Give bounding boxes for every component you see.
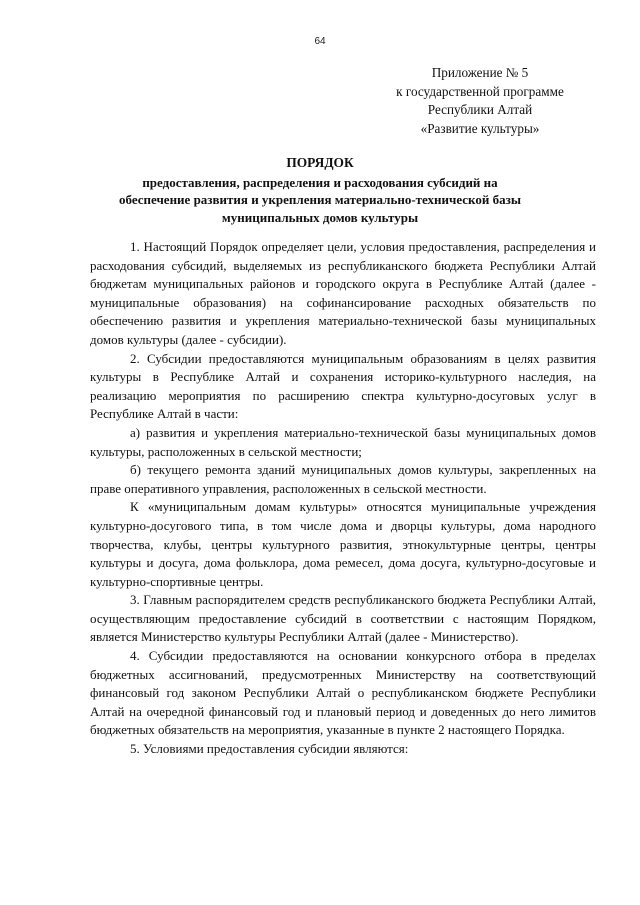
appendix-program-name: «Развитие культуры»: [420, 120, 540, 136]
title-line-2: обеспечение развития и укрепления материально-технической базы: [119, 192, 521, 207]
paragraph-2b: б) текущего ремонта зданий муниципальных домов культуры, закрепленных на праве оперативного управления, расположенных в сельской местности.: [90, 462, 596, 496]
appendix-number: Приложение № 5: [431, 65, 529, 80]
paragraph-definition: К «муниципальным домам культуры» относятся муниципальные учреждения культурно-досугового типа, в том числе дома и дворцы культуры, дома народного творчества, клубы, центры культурного развития, этнокультурные центры, центры культуры и досуга, дома фольклора, дома ремесел, дома досуга, культурно-досуговые и культурно-спортивные центры.: [90, 499, 596, 589]
title-line-1: предоставления, распределения и расходования субсидий на: [142, 174, 498, 190]
document-body: [90, 238, 596, 759]
title-subtitle: [90, 174, 550, 227]
paragraph-3: 3. Главным распорядителем средств республиканского бюджета Республики Алтай, осуществляющим предоставление субсидий в соответствии с настоящим Порядком, является Министерство культуры Республики Алтай (далее - Министерство).: [90, 592, 596, 645]
paragraph-2: 2. Субсидии предоставляются муниципальным образованиям в целях развития культуры в Республике Алтай и сохранения историко-культурного наследия, на реализацию мероприятия по расширению спектра культурно-досуговых услуг в Республике Алтай в части:: [90, 350, 596, 422]
title-line-3: муниципальных домов культуры: [221, 209, 419, 225]
title-main: ПОРЯДОК: [286, 155, 354, 170]
document-title: [90, 154, 550, 226]
paragraph-5: 5. Условиями предоставления субсидии являются:: [130, 741, 409, 757]
paragraph-2a: а) развития и укрепления материально-технической базы муниципальных домов культуры, расположенных в сельской местности;: [90, 424, 596, 459]
paragraph-4: 4. Субсидии предоставляются на основании конкурсного отбора в пределах бюджетных ассигнований, предусмотренных Министерству на соответствующий финансовый год законом Республики Алтай о республиканском бюджете Республики Алтай на очередной финансовый год и плановый период и доведенных до него лимитов бюджетных обязательств на мероприятия, указанные в пункте 2 настоящего Порядка.: [90, 648, 596, 738]
appendix-program-ref: к государственной программе: [396, 83, 564, 99]
page-number: 64: [314, 36, 326, 47]
paragraph-1: 1. Настоящий Порядок определяет цели, условия предоставления, распределения и расходования субсидий, выделяемых из республиканского бюджета Республики Алтай бюджетам муниципальных районов и городского округа в Республике Алтай (далее - муниципальные образования) на софинансирование расходных обязательств по обеспечению развития и укрепления материально-технической базы муниципальных домов культуры (далее - субсидии).: [90, 239, 596, 347]
appendix-header: [370, 64, 590, 138]
appendix-region: Республики Алтай: [427, 102, 533, 117]
